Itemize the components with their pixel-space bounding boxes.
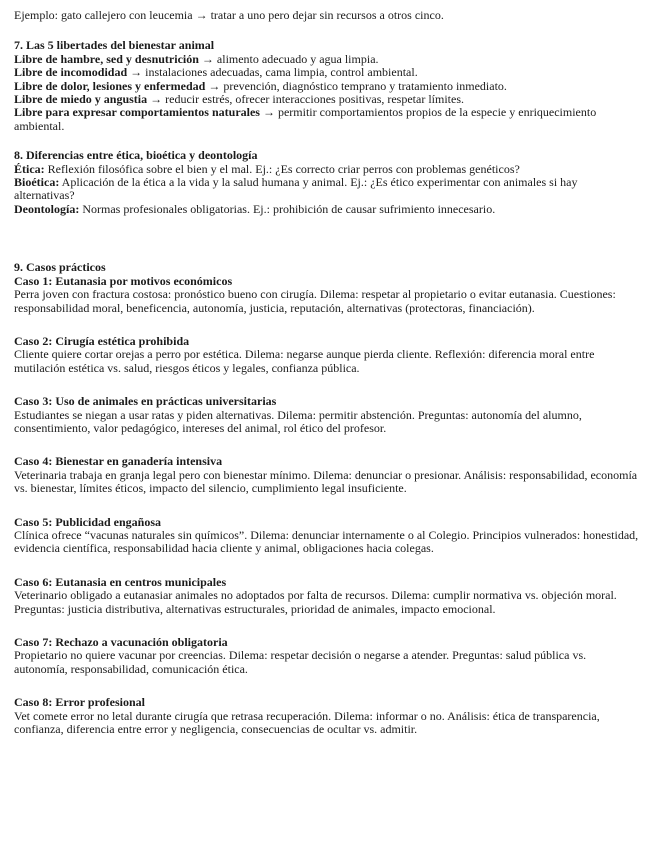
case-8 [14, 696, 641, 736]
case-3-title: Caso 3: Uso de animales en prácticas universitarias [14, 394, 277, 409]
freedom-item-1 [14, 53, 641, 66]
case-4-body: Veterinaria trabaja en granja legal pero con bienestar mínimo. Dilema: denunciar o presionar. Análisis: responsabilidad, economía vs. bienestar, límites éticos, impacto del silencio, cumplimiento legal insuficiente. [14, 467, 638, 496]
ethics-definition-bioetica [14, 176, 641, 203]
case-5-title: Caso 5: Publicidad engañosa [14, 514, 162, 529]
freedom-item-2 [14, 66, 641, 79]
ethics-definition-bioetica-text: Aplicación de la ética a la vida y la salud humana y animal. Ej.: ¿Es ético experimentar con animales si hay alternativas? [14, 175, 578, 203]
freedom-item-3-label: Libre de dolor, lesiones y enfermedad [14, 78, 206, 93]
case-8-title: Caso 8: Error profesional [14, 695, 145, 710]
case-3 [14, 395, 641, 435]
freedom-item-5-label: Libre para expresar comportamientos naturales [14, 105, 260, 120]
freedom-item-1-label: Libre de hambre, sed y desnutrición [14, 51, 199, 66]
ethics-definition-deontologia [14, 203, 641, 216]
freedom-item-4 [14, 93, 641, 106]
section-7-heading: 7. Las 5 libertades del bienestar animal [14, 38, 215, 53]
case-1 [14, 275, 641, 315]
freedom-item-4-text: → reducir estrés, ofrecer interacciones positivas, respetar límites. [147, 92, 464, 107]
case-5 [14, 516, 641, 556]
section-9-heading: 9. Casos prácticos [14, 260, 106, 275]
case-7-title: Caso 7: Rechazo a vacunación obligatoria [14, 635, 228, 649]
case-5-body: Clínica ofrece “vacunas naturales sin químicos”. Dilema: denunciar internamente o al Colegio. Principios vulnerados: honestidad, evidencia científica, responsabilidad hacia cliente y animal, obligaciones hacia colegas. [14, 527, 639, 556]
freedom-item-5 [14, 106, 641, 133]
freedom-item-2-label: Libre de incomodidad [14, 65, 128, 80]
ethics-definition-deontologia-text: Normas profesionales obligatorias. Ej.: prohibición de causar sufrimiento innecesario. [79, 201, 496, 216]
section-9 [14, 261, 641, 736]
case-6-body: Veterinario obligado a eutanasiar animales no adoptados por falta de recursos. Dilema: cumplir normativa vs. objeción moral. Preguntas: justicia distributiva, alternativas estructurales, prioridad de animales, impacto emocional. [14, 588, 617, 616]
freedom-item-3-text: → prevención, diagnóstico temprano y tratamiento inmediato. [205, 78, 507, 93]
ethics-definition-etica-text: Reflexión filosófica sobre el bien y el mal. Ej.: ¿Es correcto criar perros con problemas genéticos? [44, 161, 520, 176]
case-4 [14, 455, 641, 495]
freedom-item-3 [14, 80, 641, 93]
freedom-item-4-label: Libre de miedo y angustia [14, 92, 148, 107]
section-7 [14, 39, 641, 133]
freedom-item-2-text: → instalaciones adecuadas, cama limpia, control ambiental. [127, 65, 418, 80]
case-6 [14, 576, 641, 616]
case-3-body: Estudiantes se niegan a usar ratas y piden alternativas. Dilema: permitir abstención. Preguntas: autonomía del alumno, consentimiento, valor pedagógico, intereses del animal, rol ético del profesor. [14, 407, 582, 435]
freedom-item-1-text: → alimento adecuado y agua limpia. [198, 51, 379, 66]
ethics-definition-etica [14, 163, 641, 176]
case-1-body: Perra joven con fractura costosa: pronóstico bueno con cirugía. Dilema: respetar al propietario o evitar eutanasia. Cuestiones: responsabilidad moral, beneficencia, autonomía, justicia, reputación, alternativas (protectoras, financiación). [14, 287, 616, 315]
case-7-body: Propietario no quiere vacunar por creencias. Dilema: respetar decisión o negarse a atender. Preguntas: salud pública vs. autonomía, responsabilidad, comunicación ética. [14, 648, 587, 676]
section-8-heading: 8. Diferencias entre ética, bioética y deontología [14, 148, 258, 163]
ethics-definition-etica-label: Ética: [14, 161, 45, 176]
case-2-body: Cliente quiere cortar orejas a perro por estética. Dilema: negarse aunque pierda cliente. Reflexión: diferencia moral entre mutilación estética vs. salud, riesgos éticos y legales, confianza pública. [14, 347, 595, 375]
case-2-title: Caso 2: Cirugía estética prohibida [14, 333, 190, 348]
case-6-title: Caso 6: Eutanasia en centros municipales [14, 574, 227, 589]
case-4-title: Caso 4: Bienestar en ganadería intensiva [14, 454, 223, 469]
case-7 [14, 636, 641, 676]
case-2 [14, 335, 641, 375]
case-8-body: Vet comete error no letal durante cirugía que retrasa recuperación. Dilema: informar o no. Análisis: ética de transparencia, confianza, diferencia entre error y negligencia, consecuencias de ocultar vs. admitir. [14, 708, 600, 737]
case-1-title: Caso 1: Eutanasia por motivos económicos [14, 273, 233, 288]
example-text: Ejemplo: gato callejero con leucemia → tratar a uno pero dejar sin recursos a otros cinco. [14, 8, 444, 22]
ethics-definition-bioetica-label: Bioética: [14, 175, 60, 190]
ethics-definition-deontologia-label: Deontología: [14, 201, 80, 216]
section-8 [14, 149, 641, 216]
freedom-item-5-text: → permitir comportamientos propios de la especie y enriquecimiento ambiental. [14, 105, 597, 133]
example-paragraph [14, 9, 641, 22]
